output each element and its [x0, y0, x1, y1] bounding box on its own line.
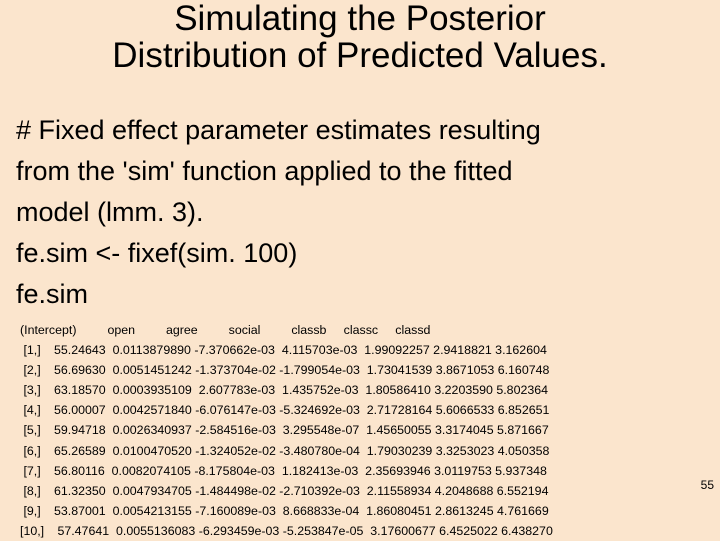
output-row — [20, 521, 553, 541]
row-values: 53.87001 0.0054213155 -7.160089e-03 8.668833e-04 1.86080451 2.8613245 4.761669 — [54, 503, 549, 518]
row-label: [2,] — [20, 363, 41, 378]
body-line-4: fe.sim <- fixef(sim. 100) — [16, 238, 298, 268]
output-row — [20, 340, 553, 360]
row-values: 59.94718 0.0026340937 -2.584516e-03 3.295548e-07 1.45650055 3.3174045 5.871667 — [54, 423, 549, 438]
row-label: [8,] — [20, 483, 41, 498]
row-values: 56.80116 0.0082074105 -8.175804e-03 1.182413e-03 2.35693946 3.0119753 5.937348 — [54, 463, 547, 478]
output-row — [20, 501, 553, 521]
page-number: 55 — [700, 478, 714, 492]
row-values: 56.00007 0.0042571840 -6.076147e-03 -5.324692e-03 2.71728164 5.6066533 6.852651 — [54, 403, 550, 418]
output-row — [20, 360, 553, 380]
row-values: 55.24643 0.0113879890 -7.370662e-03 4.115703e-03 1.99092257 2.9418821 3.162604 — [54, 343, 547, 358]
output-row — [20, 461, 553, 481]
slide-title-line-1: Simulating the Posterior — [174, 0, 546, 38]
body-line-1: # Fixed effect parameter estimates resulting — [16, 115, 541, 145]
row-values: 61.32350 0.0047934705 -1.484498e-02 -2.710392e-03 2.11558934 4.2048688 6.552194 — [54, 483, 549, 498]
body-line-5: fe.sim — [16, 279, 89, 309]
output-row — [20, 380, 553, 400]
output-row — [20, 441, 553, 461]
row-label: [10,] — [20, 523, 45, 538]
row-values: 56.69630 0.0051451242 -1.373704e-02 -1.799054e-03 1.73041539 3.8671053 6.160748 — [54, 363, 550, 378]
row-values: 65.26589 0.0100470520 -1.324052e-02 -3.480780e-04 1.79030239 3.3253023 4.050358 — [54, 443, 550, 458]
slide-body-text — [16, 110, 706, 315]
row-values: 63.18570 0.0003935109 2.607783e-03 1.435752e-03 1.80586410 3.2203590 5.802364 — [54, 383, 549, 398]
row-label: [5,] — [20, 423, 41, 438]
output-row — [20, 481, 553, 501]
row-label: [1,] — [20, 343, 41, 358]
output-header-row: (Intercept) open agree social classb classc classd — [20, 323, 431, 337]
output-row — [20, 420, 553, 440]
row-label: [7,] — [20, 463, 41, 478]
r-output-block — [20, 320, 553, 541]
row-values: 57.47641 0.0055136083 -6.293459e-03 -5.253847e-05 3.17600677 6.4525022 6.438270 — [54, 523, 553, 538]
slide-title-line-2: Distribution of Predicted Values. — [112, 36, 608, 75]
output-row — [20, 400, 553, 420]
body-line-2: from the 'sim' function applied to the fitted — [16, 156, 513, 186]
slide-title — [0, 0, 720, 74]
body-line-3: model (lmm. 3). — [16, 197, 204, 227]
row-label: [6,] — [20, 443, 41, 458]
row-label: [9,] — [20, 503, 41, 518]
row-label: [4,] — [20, 403, 41, 418]
row-label: [3,] — [20, 383, 41, 398]
